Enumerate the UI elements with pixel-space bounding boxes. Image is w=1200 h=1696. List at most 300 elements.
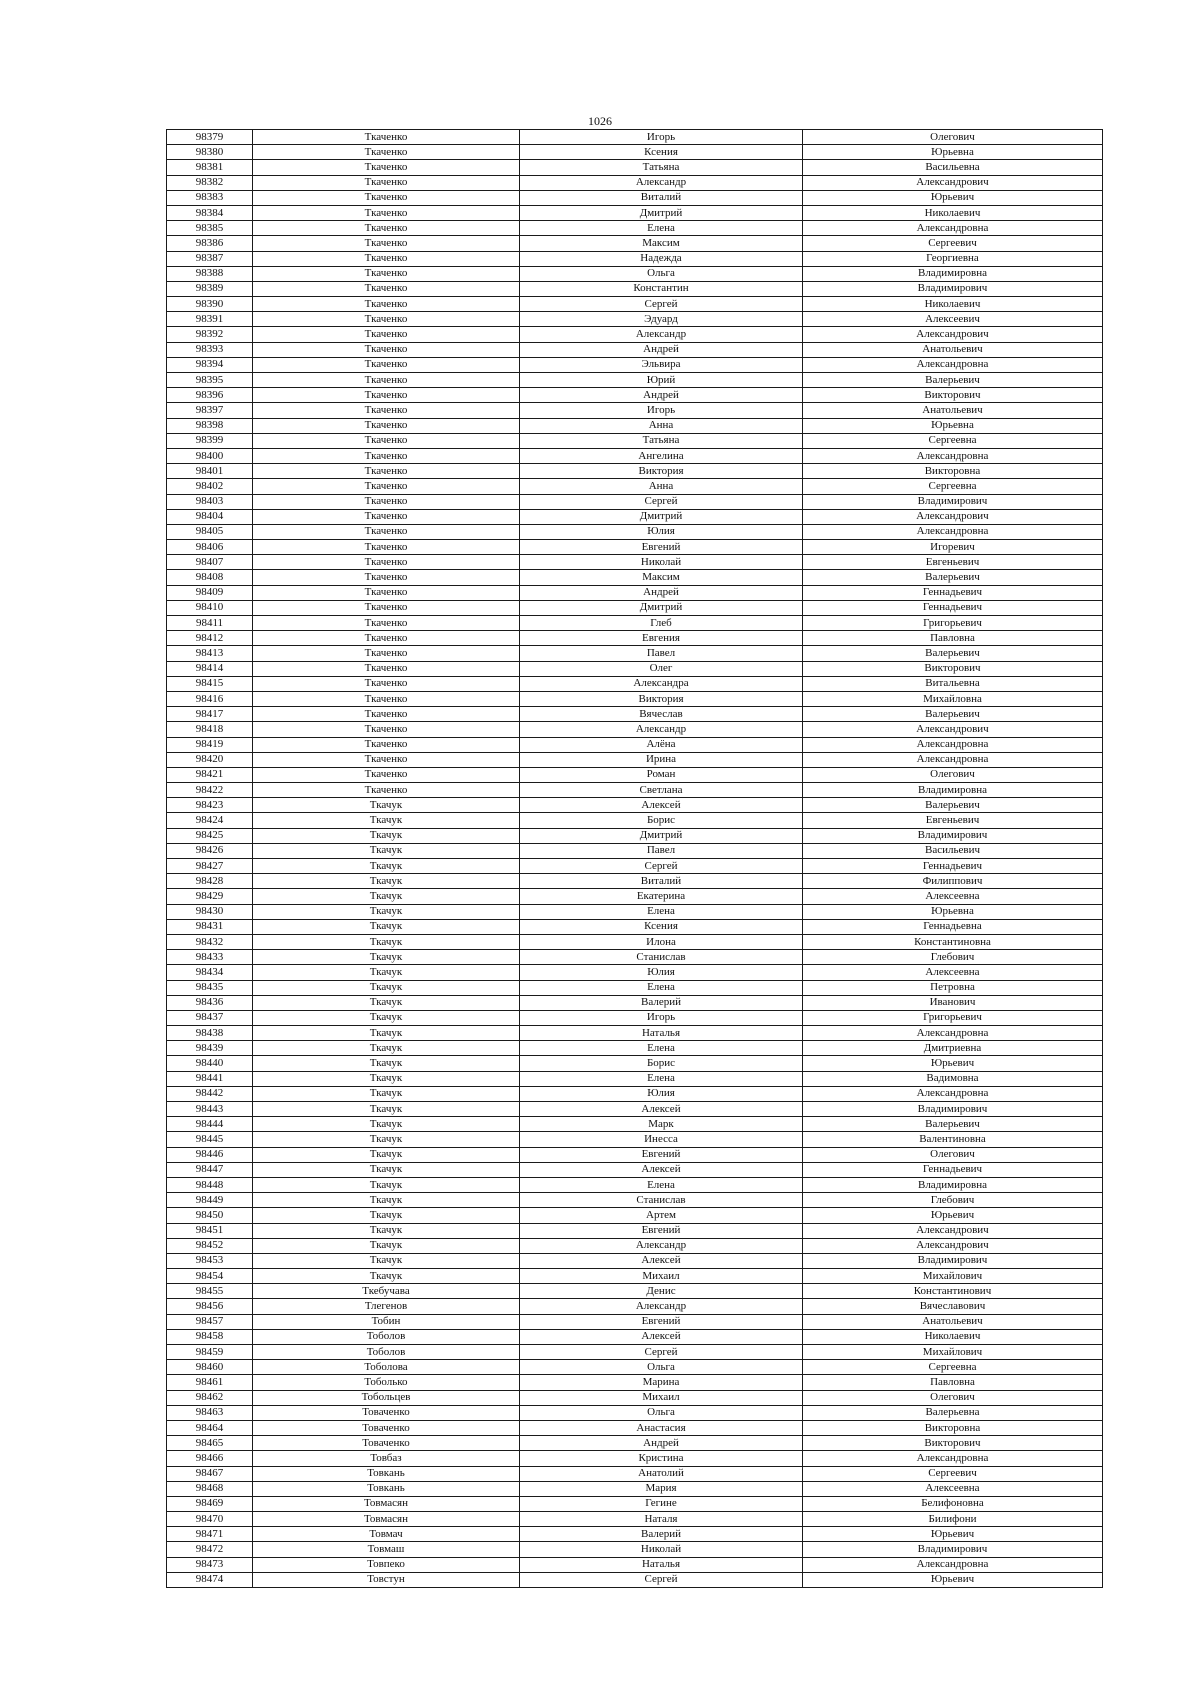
table-row	[167, 919, 1103, 934]
patronymic-cell: Георгиевна	[803, 251, 1103, 266]
record-number-cell: 98454	[167, 1269, 253, 1284]
last-name-cell: Ткаченко	[253, 676, 520, 691]
table-row	[167, 1496, 1103, 1511]
last-name-cell: Ткаченко	[253, 160, 520, 175]
patronymic-cell: Александровна	[803, 1451, 1103, 1466]
record-number-cell: 98399	[167, 433, 253, 448]
patronymic-cell: Михайлович	[803, 1345, 1103, 1360]
table-row	[167, 783, 1103, 798]
table-row	[167, 175, 1103, 190]
record-number-cell: 98409	[167, 585, 253, 600]
record-number-cell: 98412	[167, 631, 253, 646]
record-number-cell: 98415	[167, 676, 253, 691]
first-name-cell: Гегине	[520, 1496, 803, 1511]
first-name-cell: Наталья	[520, 1026, 803, 1041]
record-number-cell: 98397	[167, 403, 253, 418]
last-name-cell: Ткачук	[253, 980, 520, 995]
table-row	[167, 950, 1103, 965]
table-row	[167, 843, 1103, 858]
first-name-cell: Илона	[520, 934, 803, 949]
first-name-cell: Ирина	[520, 752, 803, 767]
last-name-cell: Ткачук	[253, 904, 520, 919]
first-name-cell: Виталий	[520, 874, 803, 889]
table-row	[167, 190, 1103, 205]
last-name-cell: Ткаченко	[253, 616, 520, 631]
table-row	[167, 1436, 1103, 1451]
table-row	[167, 1269, 1103, 1284]
last-name-cell: Ткаченко	[253, 646, 520, 661]
patronymic-cell: Павловна	[803, 1375, 1103, 1390]
record-number-cell: 98400	[167, 448, 253, 463]
table-row	[167, 570, 1103, 585]
record-number-cell: 98443	[167, 1102, 253, 1117]
patronymic-cell: Александровна	[803, 524, 1103, 539]
last-name-cell: Ткачук	[253, 1132, 520, 1147]
table-row	[167, 1527, 1103, 1542]
record-number-cell: 98385	[167, 221, 253, 236]
first-name-cell: Дмитрий	[520, 828, 803, 843]
first-name-cell: Ольга	[520, 1360, 803, 1375]
patronymic-cell: Геннадьевич	[803, 600, 1103, 615]
patronymic-cell: Алексеевна	[803, 1481, 1103, 1496]
last-name-cell: Ткаченко	[253, 752, 520, 767]
table-row	[167, 479, 1103, 494]
patronymic-cell: Александровна	[803, 737, 1103, 752]
patronymic-cell: Евгеньевич	[803, 555, 1103, 570]
table-row	[167, 722, 1103, 737]
patronymic-cell: Владимирович	[803, 281, 1103, 296]
record-number-cell: 98425	[167, 828, 253, 843]
table-row	[167, 1329, 1103, 1344]
patronymic-cell: Валерьевич	[803, 798, 1103, 813]
last-name-cell: Ткачук	[253, 889, 520, 904]
record-number-cell: 98437	[167, 1010, 253, 1025]
first-name-cell: Михаил	[520, 1269, 803, 1284]
table-row	[167, 524, 1103, 539]
patronymic-cell: Сергеевна	[803, 1360, 1103, 1375]
table-row	[167, 752, 1103, 767]
first-name-cell: Сергей	[520, 859, 803, 874]
last-name-cell: Ткаченко	[253, 661, 520, 676]
last-name-cell: Тоболько	[253, 1375, 520, 1390]
table-row	[167, 1345, 1103, 1360]
patronymic-cell: Юрьевич	[803, 1208, 1103, 1223]
patronymic-cell: Олегович	[803, 1147, 1103, 1162]
first-name-cell: Эдуард	[520, 312, 803, 327]
table-row	[167, 1208, 1103, 1223]
patronymic-cell: Олегович	[803, 1390, 1103, 1405]
table-row	[167, 448, 1103, 463]
patronymic-cell: Геннадьевич	[803, 585, 1103, 600]
record-number-cell: 98391	[167, 312, 253, 327]
last-name-cell: Товбаз	[253, 1451, 520, 1466]
last-name-cell: Ткачук	[253, 1056, 520, 1071]
table-row	[167, 1041, 1103, 1056]
first-name-cell: Алексей	[520, 1162, 803, 1177]
last-name-cell: Товаченко	[253, 1436, 520, 1451]
patronymic-cell: Александрович	[803, 1238, 1103, 1253]
patronymic-cell: Владимирович	[803, 1102, 1103, 1117]
patronymic-cell: Анатольевич	[803, 1314, 1103, 1329]
record-number-cell: 98386	[167, 236, 253, 251]
table-row	[167, 312, 1103, 327]
table-row	[167, 859, 1103, 874]
last-name-cell: Ткаченко	[253, 281, 520, 296]
table-row	[167, 403, 1103, 418]
table-row	[167, 889, 1103, 904]
record-number-cell: 98401	[167, 464, 253, 479]
patronymic-cell: Олегович	[803, 130, 1103, 145]
patronymic-cell: Иванович	[803, 995, 1103, 1010]
record-number-cell: 98446	[167, 1147, 253, 1162]
first-name-cell: Константин	[520, 281, 803, 296]
record-number-cell: 98456	[167, 1299, 253, 1314]
first-name-cell: Роман	[520, 767, 803, 782]
first-name-cell: Игорь	[520, 1010, 803, 1025]
patronymic-cell: Алексеевна	[803, 889, 1103, 904]
first-name-cell: Игорь	[520, 403, 803, 418]
first-name-cell: Елена	[520, 1177, 803, 1192]
record-number-cell: 98466	[167, 1451, 253, 1466]
record-number-cell: 98441	[167, 1071, 253, 1086]
patronymic-cell: Анатольевич	[803, 342, 1103, 357]
first-name-cell: Евгения	[520, 631, 803, 646]
last-name-cell: Ткаченко	[253, 357, 520, 372]
first-name-cell: Евгений	[520, 1223, 803, 1238]
first-name-cell: Татьяна	[520, 433, 803, 448]
record-number-cell: 98447	[167, 1162, 253, 1177]
patronymic-cell: Юрьевна	[803, 145, 1103, 160]
patronymic-cell: Владимировна	[803, 783, 1103, 798]
first-name-cell: Сергей	[520, 1572, 803, 1587]
record-number-cell: 98444	[167, 1117, 253, 1132]
patronymic-cell: Алексеевна	[803, 965, 1103, 980]
table-row	[167, 934, 1103, 949]
record-number-cell: 98410	[167, 600, 253, 615]
first-name-cell: Евгений	[520, 540, 803, 555]
patronymic-cell: Николаевич	[803, 205, 1103, 220]
patronymic-cell: Константиновна	[803, 934, 1103, 949]
first-name-cell: Юлия	[520, 965, 803, 980]
patronymic-cell: Сергеевич	[803, 236, 1103, 251]
patronymic-cell: Григорьевич	[803, 1010, 1103, 1025]
table-row	[167, 600, 1103, 615]
record-number-cell: 98392	[167, 327, 253, 342]
last-name-cell: Ткаченко	[253, 388, 520, 403]
first-name-cell: Борис	[520, 813, 803, 828]
table-row	[167, 980, 1103, 995]
last-name-cell: Ткачук	[253, 1010, 520, 1025]
last-name-cell: Тоболов	[253, 1345, 520, 1360]
table-row	[167, 1238, 1103, 1253]
first-name-cell: Денис	[520, 1284, 803, 1299]
patronymic-cell: Александровна	[803, 1086, 1103, 1101]
patronymic-cell: Михайловна	[803, 691, 1103, 706]
table-row	[167, 707, 1103, 722]
last-name-cell: Ткачук	[253, 965, 520, 980]
table-row	[167, 297, 1103, 312]
record-number-cell: 98380	[167, 145, 253, 160]
patronymic-cell: Александрович	[803, 175, 1103, 190]
table-row	[167, 145, 1103, 160]
record-number-cell: 98389	[167, 281, 253, 296]
table-row	[167, 1390, 1103, 1405]
table-row	[167, 433, 1103, 448]
first-name-cell: Евгений	[520, 1147, 803, 1162]
last-name-cell: Товаченко	[253, 1405, 520, 1420]
patronymic-cell: Владимирович	[803, 828, 1103, 843]
table-row	[167, 904, 1103, 919]
record-number-cell: 98470	[167, 1512, 253, 1527]
patronymic-cell: Билифони	[803, 1512, 1103, 1527]
record-number-cell: 98403	[167, 494, 253, 509]
record-number-cell: 98438	[167, 1026, 253, 1041]
last-name-cell: Ткаченко	[253, 707, 520, 722]
table-row	[167, 281, 1103, 296]
table-row	[167, 1314, 1103, 1329]
first-name-cell: Александр	[520, 1299, 803, 1314]
patronymic-cell: Дмитриевна	[803, 1041, 1103, 1056]
last-name-cell: Ткачук	[253, 934, 520, 949]
patronymic-cell: Александровна	[803, 1557, 1103, 1572]
patronymic-cell: Юрьевич	[803, 1056, 1103, 1071]
first-name-cell: Максим	[520, 570, 803, 585]
record-number-cell: 98388	[167, 266, 253, 281]
first-name-cell: Татьяна	[520, 160, 803, 175]
record-number-cell: 98453	[167, 1253, 253, 1268]
first-name-cell: Елена	[520, 1071, 803, 1086]
record-number-cell: 98461	[167, 1375, 253, 1390]
first-name-cell: Михаил	[520, 1390, 803, 1405]
last-name-cell: Ткаченко	[253, 555, 520, 570]
last-name-cell: Ткаченко	[253, 251, 520, 266]
table-row	[167, 995, 1103, 1010]
last-name-cell: Ткаченко	[253, 524, 520, 539]
patronymic-cell: Глебович	[803, 1193, 1103, 1208]
first-name-cell: Наталья	[520, 1557, 803, 1572]
table-row	[167, 828, 1103, 843]
patronymic-cell: Александровна	[803, 357, 1103, 372]
record-number-cell: 98462	[167, 1390, 253, 1405]
patronymic-cell: Алексеевич	[803, 312, 1103, 327]
last-name-cell: Ткаченко	[253, 312, 520, 327]
last-name-cell: Ткачук	[253, 1223, 520, 1238]
first-name-cell: Ольга	[520, 1405, 803, 1420]
record-number-cell: 98411	[167, 616, 253, 631]
patronymic-cell: Михайлович	[803, 1269, 1103, 1284]
last-name-cell: Ткачук	[253, 919, 520, 934]
last-name-cell: Товстун	[253, 1572, 520, 1587]
patronymic-cell: Валерьевич	[803, 570, 1103, 585]
first-name-cell: Глеб	[520, 616, 803, 631]
last-name-cell: Ткаченко	[253, 145, 520, 160]
first-name-cell: Ангелина	[520, 448, 803, 463]
table-row	[167, 813, 1103, 828]
first-name-cell: Елена	[520, 904, 803, 919]
last-name-cell: Тоболова	[253, 1360, 520, 1375]
table-row	[167, 1253, 1103, 1268]
first-name-cell: Дмитрий	[520, 205, 803, 220]
last-name-cell: Ткаченко	[253, 418, 520, 433]
record-number-cell: 98469	[167, 1496, 253, 1511]
last-name-cell: Ткачук	[253, 1026, 520, 1041]
last-name-cell: Товмасян	[253, 1496, 520, 1511]
first-name-cell: Елена	[520, 1041, 803, 1056]
first-name-cell: Юлия	[520, 1086, 803, 1101]
record-number-cell: 98394	[167, 357, 253, 372]
table-row	[167, 1193, 1103, 1208]
record-number-cell: 98450	[167, 1208, 253, 1223]
table-row	[167, 388, 1103, 403]
patronymic-cell: Юрьевич	[803, 190, 1103, 205]
patronymic-cell: Григорьевич	[803, 616, 1103, 631]
registry-table	[166, 129, 1103, 1588]
first-name-cell: Сергей	[520, 494, 803, 509]
record-number-cell: 98439	[167, 1041, 253, 1056]
last-name-cell: Товкань	[253, 1481, 520, 1496]
record-number-cell: 98449	[167, 1193, 253, 1208]
record-number-cell: 98435	[167, 980, 253, 995]
record-number-cell: 98420	[167, 752, 253, 767]
first-name-cell: Мария	[520, 1481, 803, 1496]
patronymic-cell: Александрович	[803, 1223, 1103, 1238]
last-name-cell: Ткаченко	[253, 448, 520, 463]
patronymic-cell: Александрович	[803, 509, 1103, 524]
record-number-cell: 98381	[167, 160, 253, 175]
table-row	[167, 1375, 1103, 1390]
first-name-cell: Светлана	[520, 783, 803, 798]
table-row	[167, 1086, 1103, 1101]
record-number-cell: 98427	[167, 859, 253, 874]
record-number-cell: 98405	[167, 524, 253, 539]
last-name-cell: Ткачук	[253, 1238, 520, 1253]
patronymic-cell: Геннадьевич	[803, 859, 1103, 874]
first-name-cell: Елена	[520, 221, 803, 236]
patronymic-cell: Витальевна	[803, 676, 1103, 691]
patronymic-cell: Юрьевна	[803, 904, 1103, 919]
last-name-cell: Ткачук	[253, 1102, 520, 1117]
record-number-cell: 98429	[167, 889, 253, 904]
last-name-cell: Ткаченко	[253, 783, 520, 798]
patronymic-cell: Викторович	[803, 661, 1103, 676]
table-row	[167, 1102, 1103, 1117]
table-row	[167, 1481, 1103, 1496]
table-row	[167, 509, 1103, 524]
record-number-cell: 98395	[167, 373, 253, 388]
first-name-cell: Павел	[520, 646, 803, 661]
record-number-cell: 98382	[167, 175, 253, 190]
last-name-cell: Ткаченко	[253, 236, 520, 251]
last-name-cell: Ткаченко	[253, 342, 520, 357]
patronymic-cell: Анатольевич	[803, 403, 1103, 418]
last-name-cell: Ткачук	[253, 828, 520, 843]
first-name-cell: Ксения	[520, 145, 803, 160]
first-name-cell: Николай	[520, 1542, 803, 1557]
last-name-cell: Ткаченко	[253, 570, 520, 585]
record-number-cell: 98384	[167, 205, 253, 220]
patronymic-cell: Игоревич	[803, 540, 1103, 555]
first-name-cell: Анатолий	[520, 1466, 803, 1481]
record-number-cell: 98423	[167, 798, 253, 813]
first-name-cell: Андрей	[520, 585, 803, 600]
last-name-cell: Тобин	[253, 1314, 520, 1329]
table-row	[167, 1451, 1103, 1466]
last-name-cell: Ткачук	[253, 1041, 520, 1056]
record-number-cell: 98416	[167, 691, 253, 706]
patronymic-cell: Вячеславович	[803, 1299, 1103, 1314]
record-number-cell: 98417	[167, 707, 253, 722]
last-name-cell: Ткаченко	[253, 540, 520, 555]
first-name-cell: Инесса	[520, 1132, 803, 1147]
last-name-cell: Ткачук	[253, 874, 520, 889]
table-row	[167, 631, 1103, 646]
first-name-cell: Станислав	[520, 1193, 803, 1208]
record-number-cell: 98445	[167, 1132, 253, 1147]
record-number-cell: 98464	[167, 1420, 253, 1435]
table-row	[167, 1177, 1103, 1192]
table-row	[167, 1299, 1103, 1314]
table-row	[167, 1010, 1103, 1025]
first-name-cell: Ксения	[520, 919, 803, 934]
patronymic-cell: Валентиновна	[803, 1132, 1103, 1147]
last-name-cell: Ткачук	[253, 1269, 520, 1284]
record-number-cell: 98430	[167, 904, 253, 919]
last-name-cell: Ткачук	[253, 1208, 520, 1223]
table-row	[167, 1405, 1103, 1420]
record-number-cell: 98424	[167, 813, 253, 828]
record-number-cell: 98396	[167, 388, 253, 403]
first-name-cell: Алексей	[520, 1253, 803, 1268]
record-number-cell: 98383	[167, 190, 253, 205]
last-name-cell: Ткачук	[253, 1177, 520, 1192]
patronymic-cell: Геннадьевич	[803, 1162, 1103, 1177]
record-number-cell: 98432	[167, 934, 253, 949]
table-row	[167, 555, 1103, 570]
first-name-cell: Елена	[520, 980, 803, 995]
table-row	[167, 965, 1103, 980]
last-name-cell: Ткачук	[253, 859, 520, 874]
table-row	[167, 646, 1103, 661]
last-name-cell: Товпеко	[253, 1557, 520, 1572]
record-number-cell: 98407	[167, 555, 253, 570]
first-name-cell: Максим	[520, 236, 803, 251]
table-row	[167, 1026, 1103, 1041]
last-name-cell: Товмаш	[253, 1542, 520, 1557]
table-row	[167, 585, 1103, 600]
record-number-cell: 98398	[167, 418, 253, 433]
last-name-cell: Ткаченко	[253, 767, 520, 782]
record-number-cell: 98471	[167, 1527, 253, 1542]
table-row	[167, 221, 1103, 236]
last-name-cell: Ткаченко	[253, 631, 520, 646]
patronymic-cell: Владимировна	[803, 1177, 1103, 1192]
last-name-cell: Ткаченко	[253, 433, 520, 448]
table-row	[167, 1542, 1103, 1557]
patronymic-cell: Васильевна	[803, 160, 1103, 175]
first-name-cell: Олег	[520, 661, 803, 676]
first-name-cell: Николай	[520, 555, 803, 570]
first-name-cell: Марк	[520, 1117, 803, 1132]
record-number-cell: 98460	[167, 1360, 253, 1375]
table-row	[167, 327, 1103, 342]
patronymic-cell: Валерьевна	[803, 1405, 1103, 1420]
record-number-cell: 98404	[167, 509, 253, 524]
last-name-cell: Ткачук	[253, 1147, 520, 1162]
patronymic-cell: Александрович	[803, 722, 1103, 737]
patronymic-cell: Николаевич	[803, 297, 1103, 312]
last-name-cell: Ткаченко	[253, 585, 520, 600]
last-name-cell: Ткачук	[253, 1253, 520, 1268]
